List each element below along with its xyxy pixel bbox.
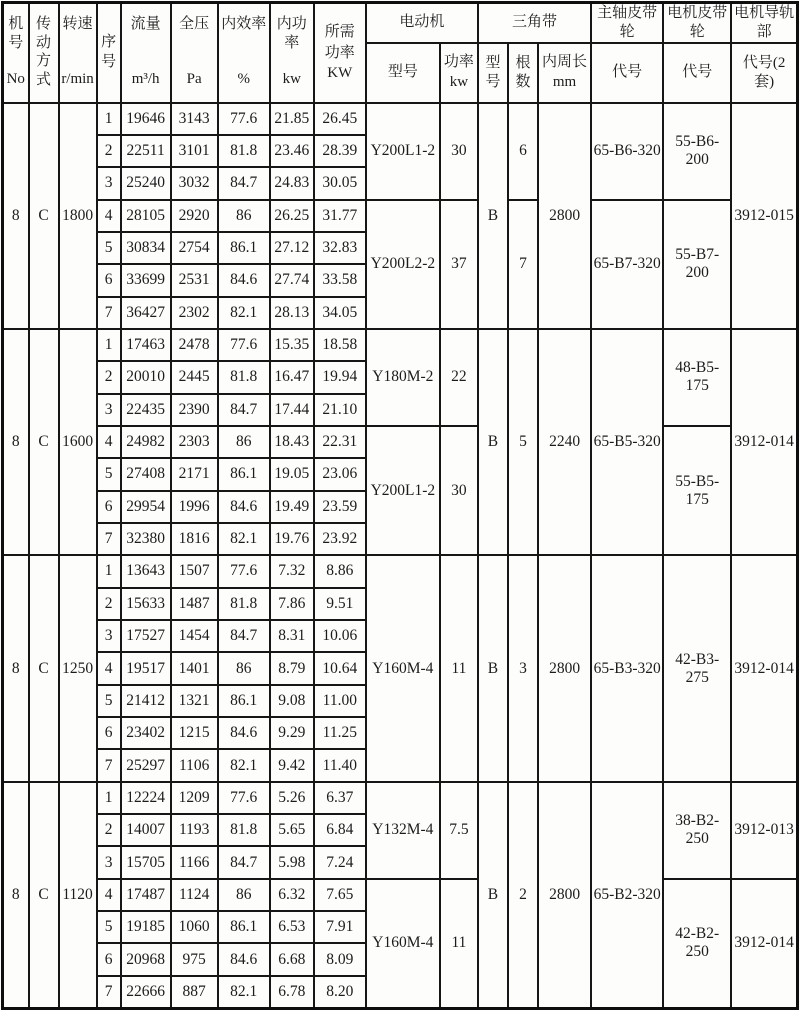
drive-type-cell: C — [29, 103, 59, 329]
seq-cell: 7 — [97, 976, 121, 1008]
header-drive-line1: 传动 — [36, 15, 52, 51]
required-power-cell: 9.51 — [314, 588, 366, 620]
required-power-cell: 7.24 — [314, 846, 366, 878]
efficiency-cell: 77.6 — [218, 103, 270, 135]
flow-cell: 23402 — [121, 717, 171, 749]
shaft-pulley-code-cell: 65-B7-320 — [591, 200, 663, 329]
fan-spec-table — [1, 1, 799, 1010]
inner-power-cell: 6.78 — [270, 976, 314, 1008]
pressure-cell: 975 — [171, 943, 218, 975]
seq-cell: 6 — [97, 264, 121, 296]
header-rail-group: 电机导轨部 — [731, 3, 797, 43]
seq-cell: 6 — [97, 717, 121, 749]
motor-power-cell: 37 — [440, 200, 478, 329]
speed-cell: 1120 — [59, 782, 97, 1008]
flow-cell: 14007 — [121, 814, 171, 846]
inner-power-cell: 19.76 — [270, 523, 314, 555]
header-motor-group: 电动机 — [366, 3, 478, 43]
belt-count-cell: 6 — [508, 103, 538, 200]
efficiency-cell: 84.7 — [218, 167, 270, 199]
seq-cell: 1 — [97, 329, 121, 361]
efficiency-cell: 77.6 — [218, 329, 270, 361]
motor-power-cell: 7.5 — [440, 782, 478, 879]
pressure-cell: 2171 — [171, 458, 218, 490]
flow-cell: 15705 — [121, 846, 171, 878]
table-row — [3, 329, 798, 361]
shaft-pulley-code-cell: 65-B3-320 — [591, 555, 663, 781]
header-drive-mode — [29, 3, 59, 103]
flow-cell: 12224 — [121, 782, 171, 814]
table-row — [3, 782, 798, 814]
seq-cell: 5 — [97, 685, 121, 717]
efficiency-cell: 82.1 — [218, 523, 270, 555]
efficiency-cell: 84.6 — [218, 943, 270, 975]
flow-cell: 29954 — [121, 491, 171, 523]
flow-cell: 30834 — [121, 232, 171, 264]
efficiency-cell: 86.1 — [218, 911, 270, 943]
header-total-pressure — [171, 3, 218, 103]
header-rail-code: 代号(2套) — [731, 43, 797, 103]
header-required-power — [314, 3, 366, 103]
efficiency-cell: 84.7 — [218, 620, 270, 652]
header-pressure-unit: Pa — [186, 71, 202, 87]
shaft-pulley-code-cell: 65-B2-320 — [591, 782, 663, 1008]
seq-cell: 4 — [97, 200, 121, 232]
rail-code-cell: 3912-013 — [731, 782, 797, 879]
speed-cell: 1800 — [59, 103, 97, 329]
header-motor-power-unit: kw — [449, 73, 469, 90]
required-power-cell: 23.06 — [314, 458, 366, 490]
pressure-cell: 1321 — [171, 685, 218, 717]
table-row — [3, 103, 798, 135]
seq-cell: 6 — [97, 943, 121, 975]
table-body — [3, 103, 798, 1009]
efficiency-cell: 86.1 — [218, 458, 270, 490]
header-pressure-cn: 全压 — [179, 15, 210, 32]
seq-cell: 4 — [97, 426, 121, 458]
pressure-cell: 1487 — [171, 588, 218, 620]
pressure-cell: 3032 — [171, 167, 218, 199]
seq-cell: 6 — [97, 491, 121, 523]
seq-cell: 3 — [97, 846, 121, 878]
pressure-cell: 2445 — [171, 361, 218, 393]
shaft-pulley-code-cell: 65-B5-320 — [591, 329, 663, 555]
required-power-cell: 10.06 — [314, 620, 366, 652]
pressure-cell: 1106 — [171, 749, 218, 781]
inner-power-cell: 28.13 — [270, 297, 314, 329]
header-machine-no-en: No — [6, 71, 25, 87]
inner-power-cell: 27.74 — [270, 264, 314, 296]
pressure-cell: 2303 — [171, 426, 218, 458]
seq-cell: 5 — [97, 911, 121, 943]
efficiency-cell: 84.6 — [218, 717, 270, 749]
seq-cell: 4 — [97, 879, 121, 911]
motor-pulley-code-cell: 55-B6-200 — [663, 103, 731, 200]
motor-pulley-code-cell: 38-B2-250 — [663, 782, 731, 879]
header-machine-no-cn: 机号 — [8, 15, 24, 51]
header-motor-power — [440, 43, 478, 103]
required-power-cell: 28.39 — [314, 135, 366, 167]
inner-power-cell: 8.31 — [270, 620, 314, 652]
required-power-cell: 6.37 — [314, 782, 366, 814]
belt-model-cell: B — [478, 103, 508, 329]
pressure-cell: 3101 — [171, 135, 218, 167]
pressure-cell: 1124 — [171, 879, 218, 911]
header-flow-cn: 流量 — [130, 15, 161, 32]
rail-code-cell: 3912-014 — [731, 329, 797, 555]
inner-power-cell: 21.85 — [270, 103, 314, 135]
speed-cell: 1600 — [59, 329, 97, 555]
motor-model-cell: Y200L1-2 — [366, 103, 440, 200]
efficiency-cell: 81.8 — [218, 814, 270, 846]
required-power-cell: 19.94 — [314, 361, 366, 393]
seq-cell: 2 — [97, 814, 121, 846]
efficiency-cell: 86.1 — [218, 685, 270, 717]
efficiency-cell: 84.6 — [218, 264, 270, 296]
flow-cell: 20010 — [121, 361, 171, 393]
efficiency-cell: 77.6 — [218, 555, 270, 587]
flow-cell: 22666 — [121, 976, 171, 1008]
efficiency-cell: 84.7 — [218, 394, 270, 426]
required-power-cell: 11.00 — [314, 685, 366, 717]
pressure-cell: 887 — [171, 976, 218, 1008]
inner-power-cell: 19.49 — [270, 491, 314, 523]
seq-cell: 4 — [97, 652, 121, 684]
inner-power-cell: 6.68 — [270, 943, 314, 975]
efficiency-cell: 81.8 — [218, 361, 270, 393]
drive-type-cell: C — [29, 555, 59, 781]
flow-cell: 33699 — [121, 264, 171, 296]
motor-pulley-code-cell: 55-B7-200 — [663, 200, 731, 329]
flow-cell: 25297 — [121, 749, 171, 781]
pressure-cell: 2754 — [171, 232, 218, 264]
inner-power-cell: 23.46 — [270, 135, 314, 167]
header-inner-power-unit: kw — [282, 71, 301, 87]
seq-cell: 2 — [97, 588, 121, 620]
required-power-cell: 11.25 — [314, 717, 366, 749]
required-power-cell: 34.05 — [314, 297, 366, 329]
required-power-cell: 18.58 — [314, 329, 366, 361]
flow-cell: 28105 — [121, 200, 171, 232]
pressure-cell: 1996 — [171, 491, 218, 523]
flow-cell: 20968 — [121, 943, 171, 975]
header-speed-cn: 转速 — [62, 15, 93, 32]
seq-cell: 3 — [97, 167, 121, 199]
required-power-cell: 31.77 — [314, 200, 366, 232]
flow-cell: 22435 — [121, 394, 171, 426]
flow-cell: 17487 — [121, 879, 171, 911]
header-motor-code: 代号 — [663, 43, 731, 103]
pressure-cell: 3143 — [171, 103, 218, 135]
header-motor-power-cn: 功率 — [443, 54, 474, 70]
efficiency-cell: 86 — [218, 652, 270, 684]
header-shaft-code: 代号 — [591, 43, 663, 103]
rail-code-cell: 3912-015 — [731, 103, 797, 329]
inner-power-cell: 7.32 — [270, 555, 314, 587]
pressure-cell: 1215 — [171, 717, 218, 749]
pressure-cell: 1166 — [171, 846, 218, 878]
flow-cell: 25240 — [121, 167, 171, 199]
shaft-pulley-code-cell: 65-B6-320 — [591, 103, 663, 200]
pressure-cell: 1060 — [171, 911, 218, 943]
seq-cell: 3 — [97, 620, 121, 652]
required-power-cell: 10.64 — [314, 652, 366, 684]
required-power-cell: 11.40 — [314, 749, 366, 781]
header-required-power-line2: 功率 — [324, 44, 355, 61]
inner-power-cell: 16.47 — [270, 361, 314, 393]
motor-pulley-code-cell: 48-B5-175 — [663, 329, 731, 426]
belt-length-cell: 2240 — [538, 329, 591, 555]
rail-code-cell: 3912-014 — [731, 879, 797, 1008]
header-belt-length-cn: 内周长 — [542, 54, 588, 70]
required-power-cell: 23.59 — [314, 491, 366, 523]
belt-count-cell: 5 — [508, 329, 538, 555]
required-power-cell: 7.91 — [314, 911, 366, 943]
header-speed-unit: r/min — [61, 71, 94, 87]
pressure-cell: 2478 — [171, 329, 218, 361]
drive-type-cell: C — [29, 782, 59, 1008]
motor-power-cell: 30 — [440, 426, 478, 555]
header-required-power-unit: KW — [327, 64, 353, 81]
drive-type-cell: C — [29, 329, 59, 555]
seq-cell: 1 — [97, 782, 121, 814]
pressure-cell: 2531 — [171, 264, 218, 296]
inner-power-cell: 5.65 — [270, 814, 314, 846]
efficiency-cell: 81.8 — [218, 135, 270, 167]
table-row — [3, 200, 798, 232]
header-belt-group: 三角带 — [478, 3, 591, 43]
motor-model-cell: Y200L2-2 — [366, 200, 440, 329]
seq-cell: 1 — [97, 555, 121, 587]
required-power-cell: 7.65 — [314, 879, 366, 911]
seq-cell: 3 — [97, 394, 121, 426]
header-internal-power — [270, 3, 314, 103]
header-motor-model: 型号 — [366, 43, 440, 103]
flow-cell: 15633 — [121, 588, 171, 620]
flow-cell: 32380 — [121, 523, 171, 555]
required-power-cell: 8.20 — [314, 976, 366, 1008]
inner-power-cell: 6.53 — [270, 911, 314, 943]
inner-power-cell: 9.29 — [270, 717, 314, 749]
required-power-cell: 22.31 — [314, 426, 366, 458]
flow-cell: 36427 — [121, 297, 171, 329]
inner-power-cell: 7.86 — [270, 588, 314, 620]
inner-power-cell: 9.42 — [270, 749, 314, 781]
header-machine-no — [3, 3, 29, 103]
required-power-cell: 30.05 — [314, 167, 366, 199]
header-flow — [121, 3, 171, 103]
seq-cell: 7 — [97, 297, 121, 329]
header-belt-length — [538, 43, 591, 103]
table-header — [3, 3, 798, 103]
required-power-cell: 21.10 — [314, 394, 366, 426]
inner-power-cell: 8.79 — [270, 652, 314, 684]
motor-power-cell: 22 — [440, 329, 478, 426]
motor-model-cell: Y200L1-2 — [366, 426, 440, 555]
seq-cell: 5 — [97, 458, 121, 490]
motor-model-cell: Y160M-4 — [366, 879, 440, 1008]
flow-cell: 24982 — [121, 426, 171, 458]
header-serial — [97, 3, 121, 103]
seq-cell: 2 — [97, 361, 121, 393]
motor-pulley-code-cell: 42-B3-275 — [663, 555, 731, 781]
machine-no-cell: 8 — [3, 782, 29, 1008]
belt-model-cell: B — [478, 782, 508, 1008]
inner-power-cell: 15.35 — [270, 329, 314, 361]
inner-power-cell: 9.08 — [270, 685, 314, 717]
efficiency-cell: 86 — [218, 426, 270, 458]
header-belt-length-unit: mm — [552, 73, 577, 90]
belt-length-cell: 2800 — [538, 103, 591, 329]
efficiency-cell: 86 — [218, 200, 270, 232]
seq-cell: 2 — [97, 135, 121, 167]
flow-cell: 22511 — [121, 135, 171, 167]
pressure-cell: 1454 — [171, 620, 218, 652]
belt-length-cell: 2800 — [538, 555, 591, 781]
belt-model-cell: B — [478, 555, 508, 781]
flow-cell: 17527 — [121, 620, 171, 652]
pressure-cell: 1401 — [171, 652, 218, 684]
required-power-cell: 32.83 — [314, 232, 366, 264]
inner-power-cell: 6.32 — [270, 879, 314, 911]
inner-power-cell: 19.05 — [270, 458, 314, 490]
header-shaft-pulley-group: 主轴皮带轮 — [591, 3, 663, 43]
table-row — [3, 879, 798, 911]
required-power-cell: 33.58 — [314, 264, 366, 296]
header-belt-model: 型号 — [478, 43, 508, 103]
motor-model-cell: Y180M-2 — [366, 329, 440, 426]
flow-cell: 27408 — [121, 458, 171, 490]
header-drive-line2: 方式 — [36, 53, 52, 88]
required-power-cell: 8.09 — [314, 943, 366, 975]
required-power-cell: 26.45 — [314, 103, 366, 135]
efficiency-cell: 82.1 — [218, 297, 270, 329]
seq-cell: 1 — [97, 103, 121, 135]
motor-model-cell: Y132M-4 — [366, 782, 440, 879]
header-serial-line1: 序 — [101, 34, 117, 51]
rail-code-cell: 3912-014 — [731, 555, 797, 781]
motor-pulley-code-cell: 42-B2-250 — [663, 879, 731, 1008]
inner-power-cell: 26.25 — [270, 200, 314, 232]
efficiency-cell: 77.6 — [218, 782, 270, 814]
pressure-cell: 1816 — [171, 523, 218, 555]
motor-model-cell: Y160M-4 — [366, 555, 440, 781]
inner-power-cell: 18.43 — [270, 426, 314, 458]
header-efficiency-cn: 内效率 — [221, 15, 267, 32]
efficiency-cell: 81.8 — [218, 588, 270, 620]
efficiency-cell: 86 — [218, 879, 270, 911]
flow-cell: 19517 — [121, 652, 171, 684]
machine-no-cell: 8 — [3, 555, 29, 781]
required-power-cell: 8.86 — [314, 555, 366, 587]
header-belt-count: 根数 — [508, 43, 538, 103]
header-required-power-line1: 所需 — [324, 24, 355, 41]
seq-cell: 7 — [97, 749, 121, 781]
pressure-cell: 2390 — [171, 394, 218, 426]
header-inner-power-cn: 内功率 — [276, 15, 307, 51]
flow-cell: 19646 — [121, 103, 171, 135]
flow-cell: 17463 — [121, 329, 171, 361]
flow-cell: 19185 — [121, 911, 171, 943]
motor-pulley-code-cell: 55-B5-175 — [663, 426, 731, 555]
inner-power-cell: 17.44 — [270, 394, 314, 426]
header-flow-unit: m³/h — [131, 71, 160, 87]
efficiency-cell: 86.1 — [218, 232, 270, 264]
flow-cell: 13643 — [121, 555, 171, 587]
pressure-cell: 2302 — [171, 297, 218, 329]
inner-power-cell: 5.98 — [270, 846, 314, 878]
header-internal-efficiency — [218, 3, 270, 103]
motor-power-cell: 11 — [440, 555, 478, 781]
belt-count-cell: 3 — [508, 555, 538, 781]
seq-cell: 5 — [97, 232, 121, 264]
inner-power-cell: 27.12 — [270, 232, 314, 264]
inner-power-cell: 5.26 — [270, 782, 314, 814]
seq-cell: 7 — [97, 523, 121, 555]
belt-length-cell: 2800 — [538, 782, 591, 1008]
belt-model-cell: B — [478, 329, 508, 555]
motor-power-cell: 11 — [440, 879, 478, 1008]
header-motor-pulley-group: 电机皮带轮 — [663, 3, 731, 43]
efficiency-cell: 84.7 — [218, 846, 270, 878]
speed-cell: 1250 — [59, 555, 97, 781]
machine-no-cell: 8 — [3, 329, 29, 555]
efficiency-cell: 82.1 — [218, 749, 270, 781]
pressure-cell: 1507 — [171, 555, 218, 587]
motor-power-cell: 30 — [440, 103, 478, 200]
header-efficiency-unit: % — [237, 71, 250, 87]
belt-count-cell: 2 — [508, 782, 538, 1008]
pressure-cell: 2920 — [171, 200, 218, 232]
inner-power-cell: 24.83 — [270, 167, 314, 199]
table-row — [3, 555, 798, 587]
efficiency-cell: 84.6 — [218, 491, 270, 523]
header-speed — [59, 3, 97, 103]
pressure-cell: 1209 — [171, 782, 218, 814]
efficiency-cell: 82.1 — [218, 976, 270, 1008]
flow-cell: 21412 — [121, 685, 171, 717]
table-row — [3, 426, 798, 458]
required-power-cell: 23.92 — [314, 523, 366, 555]
pressure-cell: 1193 — [171, 814, 218, 846]
required-power-cell: 6.84 — [314, 814, 366, 846]
machine-no-cell: 8 — [3, 103, 29, 329]
header-serial-line2: 号 — [101, 53, 117, 70]
belt-count-cell: 7 — [508, 200, 538, 329]
